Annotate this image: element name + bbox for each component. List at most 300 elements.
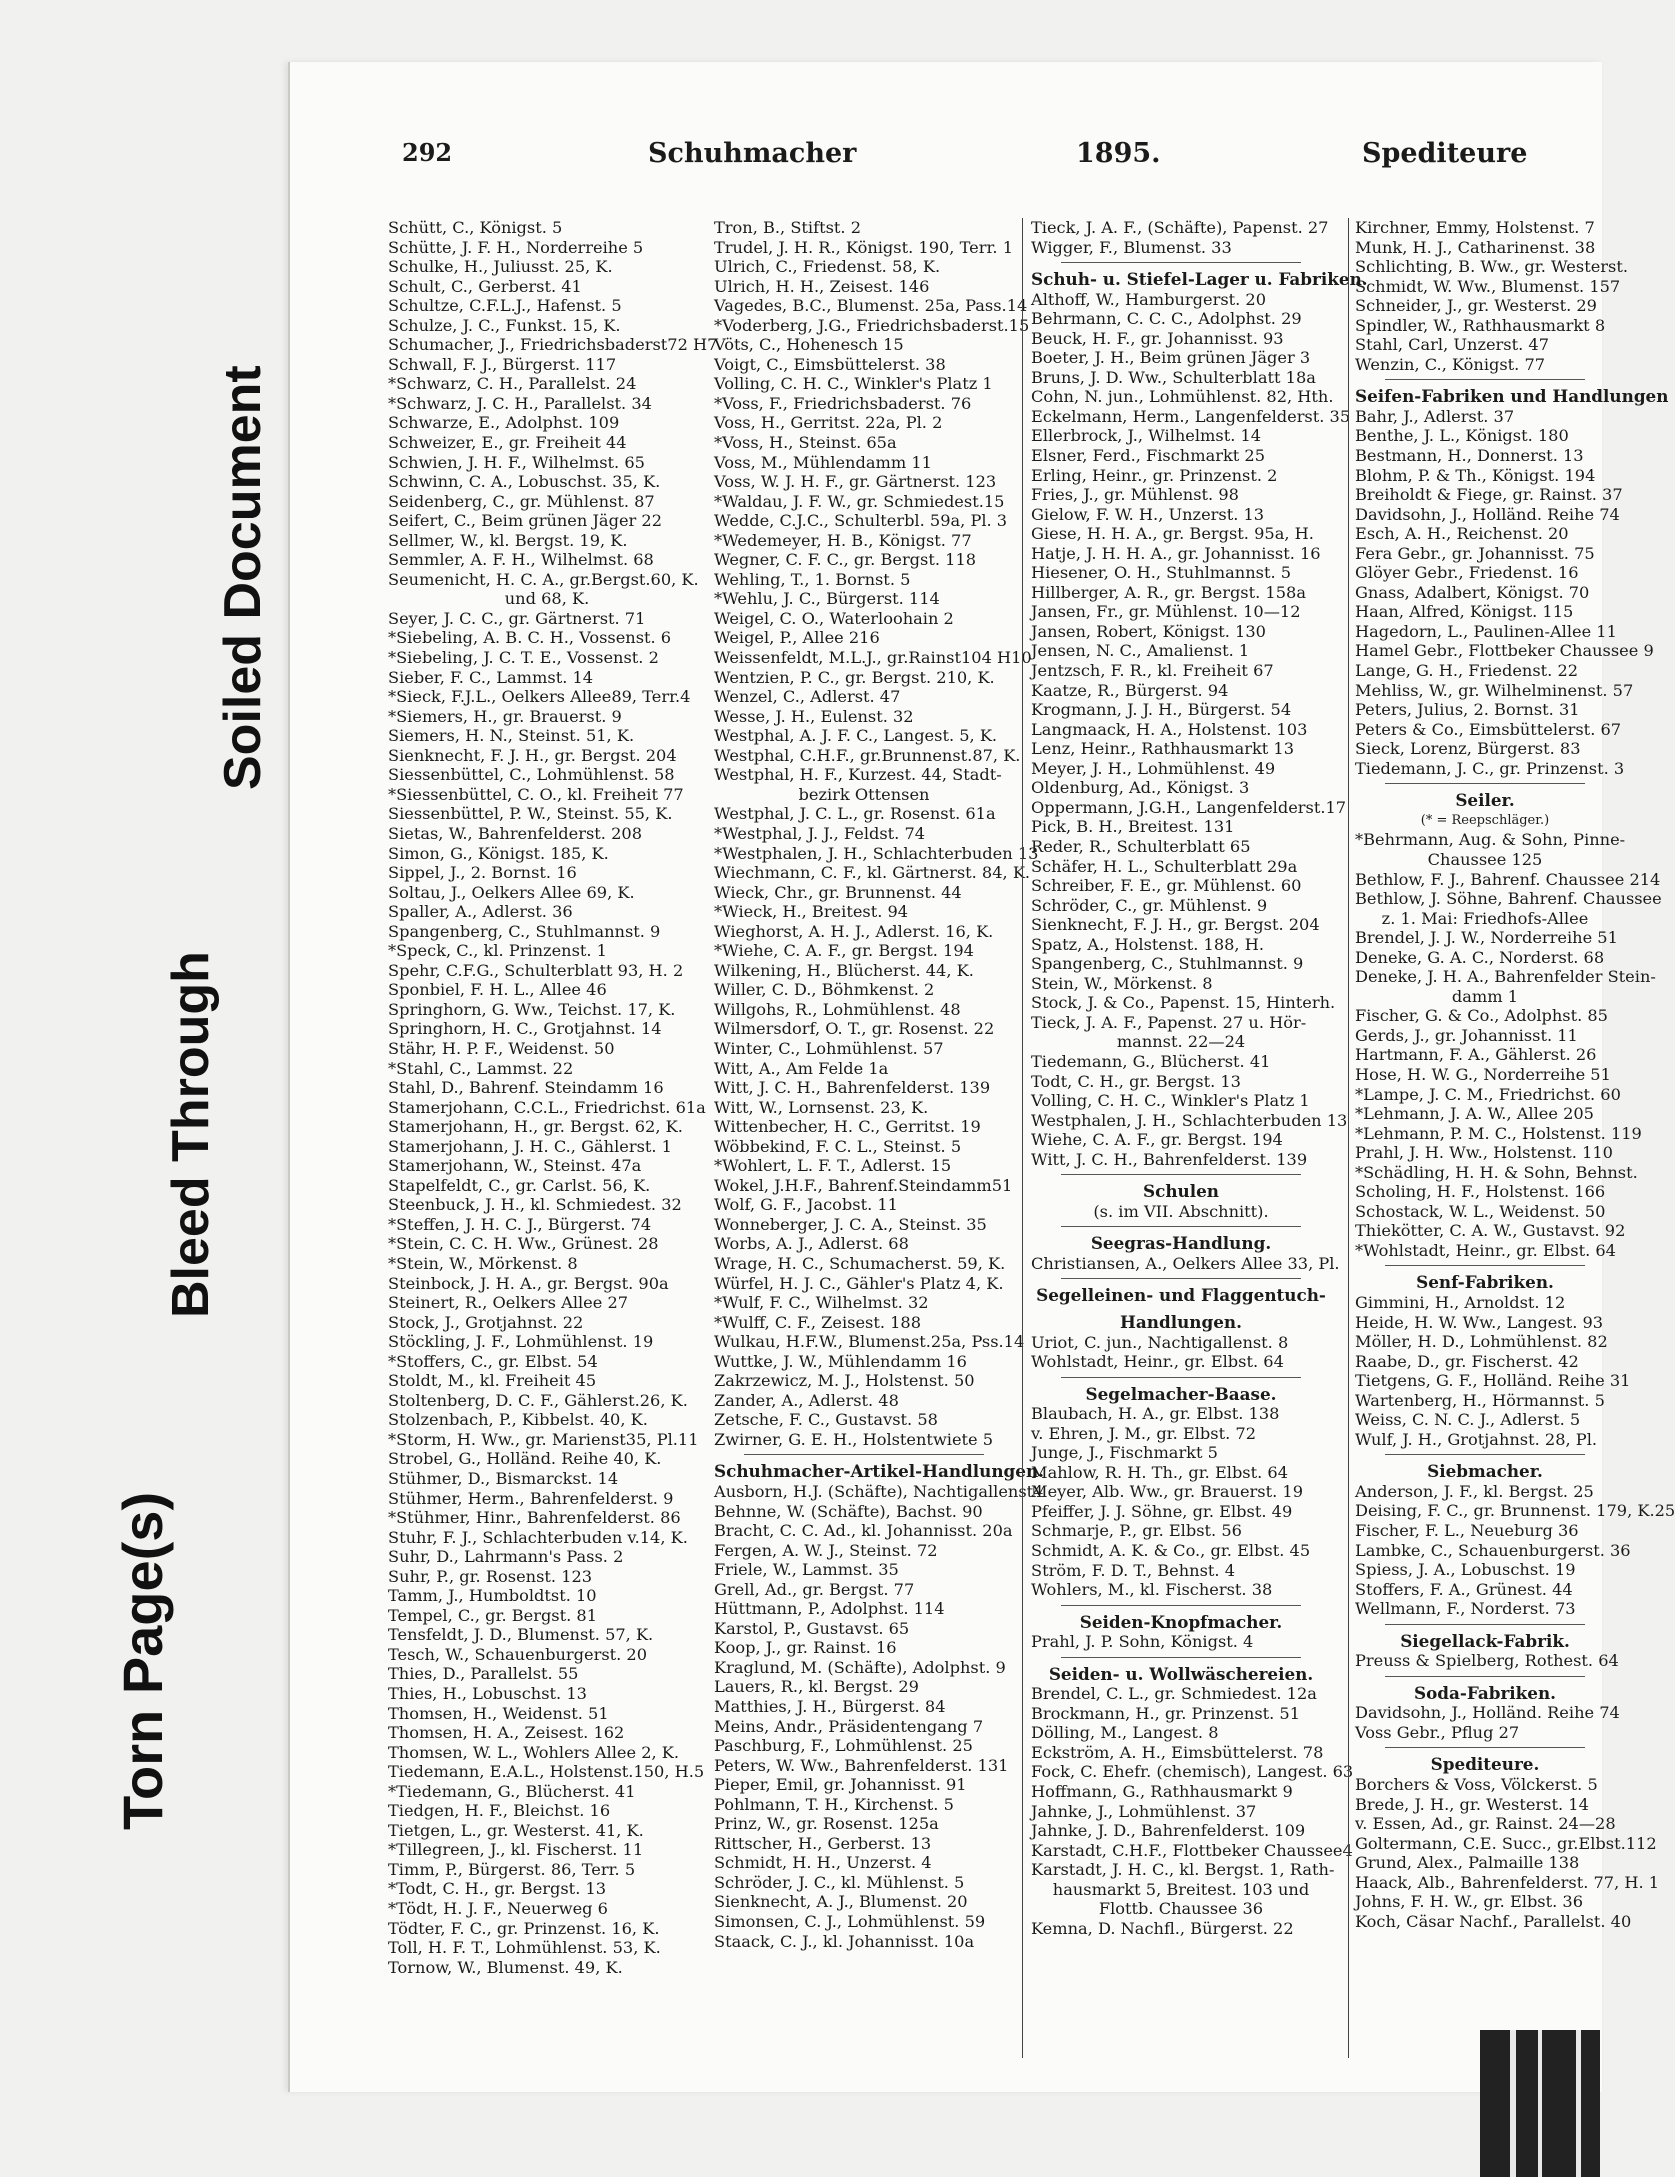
directory-entry: Scholing, H. F., Holstenst. 166 — [1355, 1182, 1606, 1202]
section-heading: Seifen-Fabriken und Handlungen — [1355, 386, 1669, 407]
right-running-title: Spediteure — [1362, 138, 1528, 169]
directory-entry: *Schwarz, C. H., Parallelst. 24 — [388, 374, 637, 394]
directory-entry: Heide, H. W. Ww., Langest. 93 — [1355, 1312, 1604, 1332]
directory-entry: Willer, C. D., Böhmkenst. 2 — [714, 980, 935, 1000]
directory-entry: Tesch, W., Schauenburgerst. 20 — [388, 1644, 648, 1664]
directory-entry: Sieck, Lorenz, Bürgerst. 83 — [1355, 739, 1581, 759]
directory-entry: Voigt, C., Eimsbüttelerst. 38 — [714, 354, 946, 374]
directory-entry: Wilmersdorf, O. T., gr. Rosenst. 22 — [714, 1019, 995, 1039]
directory-entry: Stühmer, D., Bismarckst. 14 — [388, 1469, 619, 1488]
directory-entry: Wentzien, P. C., gr. Bergst. 210, K. — [714, 667, 995, 687]
directory-entry: Haan, Alfred, Königst. 115 — [1355, 602, 1574, 622]
directory-entry: Steenbuck, J. H., kl. Schmiedest. 32 — [388, 1195, 682, 1215]
directory-entry: Bruns, J. D. Ww., Schulterblatt 18a — [1031, 367, 1316, 387]
directory-entry: *Voss, H., Steinst. 65a — [714, 433, 897, 453]
directory-entry: Worbs, A. J., Adlerst. 68 — [714, 1234, 909, 1254]
directory-entry: Wuttke, J. W., Mühlendamm 16 — [714, 1351, 967, 1371]
directory-entry: Meyer, J. H., Lohmühlenst. 49 — [1031, 758, 1276, 778]
section-heading: Segelleinen- und Flaggentuch- — [1036, 1285, 1326, 1306]
directory-entry: Grund, Alex., Palmaille 138 — [1355, 1853, 1580, 1873]
directory-entry: Davidsohn, J., Holländ. Reihe 74 — [1355, 1703, 1620, 1723]
directory-entry: Westphalen, J. H., Schlachterbuden 13 — [1031, 1110, 1348, 1130]
directory-entry: Spehr, C.F.G., Schulterblatt 93, H. 2 — [388, 960, 684, 980]
directory-entry: Stamerjohann, H., gr. Bergst. 62, K. — [388, 1117, 683, 1137]
directory-entry: Gerds, J., gr. Johannisst. 11 — [1355, 1025, 1578, 1045]
section-divider — [1385, 1265, 1585, 1266]
directory-entry: Uriot, C. jun., Nachtigallenst. 8 — [1031, 1332, 1289, 1352]
directory-entry: Siemers, H. N., Steinst. 51, K. — [388, 726, 635, 746]
directory-entry: Ulrich, C., Friedenst. 58, K. — [714, 257, 941, 277]
section-heading: Seiler. — [1455, 790, 1515, 811]
directory-entry: Stoffers, F. A., Grünest. 44 — [1355, 1579, 1573, 1599]
directory-entry: Wieck, Chr., gr. Brunnenst. 44 — [714, 882, 962, 902]
section-heading: Schulen — [1143, 1181, 1219, 1202]
directory-entry: Raabe, D., gr. Fischerst. 42 — [1355, 1351, 1579, 1371]
directory-entry: Tamm, J., Humboldtst. 10 — [388, 1586, 597, 1606]
directory-entry: Schumacher, J., Friedrichsbaderst72 H7 — [388, 335, 718, 355]
directory-entry: *Todt, C. H., gr. Bergst. 13 — [388, 1879, 607, 1899]
section-note: (* = Reepschläger.) — [1420, 812, 1550, 828]
directory-entry: Wegner, C. F. C., gr. Bergst. 118 — [714, 550, 977, 570]
directory-entry: Schlichting, B. Ww., gr. Westerst. — [1355, 257, 1628, 277]
directory-entry: Fock, C. Ehefr. (chemisch), Langest. 63 — [1031, 1762, 1354, 1782]
directory-entry: Witt, W., Lornsenst. 23, K. — [714, 1097, 929, 1117]
directory-entry: Jahnke, J. D., Bahrenfelderst. 109 — [1031, 1821, 1306, 1841]
directory-entry: Dölling, M., Langest. 8 — [1031, 1723, 1219, 1743]
directory-entry: Wohlers, M., kl. Fischerst. 38 — [1031, 1580, 1273, 1600]
directory-entry: Stöckling, J. F., Lohmühlenst. 19 — [388, 1332, 654, 1352]
directory-entry: *Lehmann, J. A. W., Allee 205 — [1355, 1104, 1594, 1124]
directory-entry: Stamerjohann, J. H. C., Gählerst. 1 — [388, 1136, 672, 1156]
directory-entry: *Stein, W., Mörkenst. 8 — [388, 1253, 578, 1273]
directory-entry: Bethlow, F. J., Bahrenf. Chaussee 214 — [1355, 869, 1661, 889]
directory-entry: Gnass, Adalbert, Königst. 70 — [1355, 582, 1590, 602]
left-running-title: Schuhmacher — [648, 138, 857, 169]
directory-entry: Steinert, R., Oelkers Allee 27 — [388, 1293, 629, 1313]
directory-entry: Schwarze, E., Adolphst. 109 — [388, 413, 620, 433]
section-divider — [1385, 1624, 1585, 1625]
directory-entry: *Wehlu, J. C., Bürgerst. 114 — [714, 589, 940, 609]
directory-entry: Jansen, Robert, Königst. 130 — [1031, 621, 1266, 641]
directory-entry: Thomsen, H., Weidenst. 51 — [388, 1703, 609, 1723]
directory-entry: Witt, J. C. H., Bahrenfelderst. 139 — [714, 1078, 991, 1098]
directory-entry: Tiedemann, J. C., gr. Prinzenst. 3 — [1355, 758, 1625, 778]
directory-entry: Seumenicht, H. C. A., gr.Bergst.60, K. — [388, 569, 699, 589]
directory-entry: Zetsche, F. C., Gustavst. 58 — [714, 1410, 938, 1430]
directory-entry: Kaatze, R., Bürgerst. 94 — [1031, 680, 1229, 700]
directory-entry: Thies, H., Lobuschst. 13 — [388, 1684, 587, 1704]
directory-entry: Sippel, J., 2. Bornst. 16 — [388, 863, 577, 883]
directory-entry: Tiedgen, H. F., Bleichst. 16 — [388, 1801, 611, 1821]
directory-entry: Wigger, F., Blumenst. 33 — [1031, 237, 1232, 257]
directory-entry: Esch, A. H., Reichenst. 20 — [1355, 524, 1569, 544]
directory-entry: v. Ehren, J. M., gr. Elbst. 72 — [1031, 1423, 1256, 1443]
directory-entry: Koop, J., gr. Rainst. 16 — [714, 1638, 897, 1658]
directory-entry: bezirk Ottensen — [798, 784, 930, 804]
directory-entry: Wittenbecher, H. C., Gerritst. 19 — [714, 1117, 981, 1137]
directory-entry: Stoltenberg, D. C. F., Gählerst.26, K. — [388, 1390, 688, 1410]
column-2 — [714, 218, 1044, 2058]
directory-entry: Voss, H., Gerritst. 22a, Pl. 2 — [714, 413, 943, 433]
section-divider — [1385, 1454, 1585, 1455]
directory-entry: Jansen, Fr., gr. Mühlenst. 10—12 — [1031, 602, 1301, 622]
directory-entry: *Wedemeyer, H. B., Königst. 77 — [714, 530, 972, 550]
directory-entry: *Lehmann, P. M. C., Holstenst. 119 — [1355, 1123, 1642, 1143]
directory-entry: Goltermann, C.E. Succ., gr.Elbst.112 — [1355, 1833, 1657, 1853]
section-heading: Senf-Fabriken. — [1416, 1272, 1554, 1293]
directory-entry: Thiekötter, C. A. W., Gustavst. 92 — [1355, 1221, 1626, 1241]
directory-entry: Voss, M., Mühlendamm 11 — [714, 452, 932, 472]
directory-entry: Schult, C., Gerberst. 41 — [388, 276, 582, 296]
directory-entry: Schulze, J. C., Funkst. 15, K. — [388, 315, 621, 335]
directory-entry: *Stahl, C., Lammst. 22 — [388, 1058, 574, 1078]
directory-entry: Fera Gebr., gr. Johannisst. 75 — [1355, 543, 1595, 563]
directory-entry: Wellmann, F., Norderst. 73 — [1355, 1599, 1576, 1619]
directory-entry: Munk, H. J., Catharinenst. 38 — [1355, 237, 1596, 257]
directory-entry: Schreiber, F. E., gr. Mühlenst. 60 — [1031, 876, 1302, 896]
directory-entry: Grell, Ad., gr. Bergst. 77 — [714, 1579, 915, 1599]
directory-entry: Brockmann, H., gr. Prinzenst. 51 — [1031, 1703, 1301, 1723]
directory-entry: Wieghorst, A. H. J., Adlerst. 16, K. — [714, 921, 994, 941]
directory-entry: Cohn, N. jun., Lohmühlenst. 82, Hth. — [1031, 387, 1334, 407]
directory-entry: Prinz, W., gr. Rosenst. 125a — [714, 1814, 939, 1834]
directory-entry: Tempel, C., gr. Bergst. 81 — [388, 1605, 598, 1625]
directory-entry: Westphal, H. F., Kurzest. 44, Stadt- — [714, 765, 1002, 785]
directory-entry: Mehliss, W., gr. Wilhelminenst. 57 — [1355, 680, 1634, 700]
directory-entry: Lange, G. H., Friedenst. 22 — [1355, 661, 1579, 681]
directory-entry: Haack, Alb., Bahrenfelderst. 77, H. 1 — [1355, 1872, 1660, 1892]
directory-entry: Schwall, F. J., Bürgerst. 117 — [388, 354, 617, 374]
year: 1895. — [1076, 138, 1161, 169]
directory-entry: z. 1. Mai: Friedhofs-Allee — [1381, 908, 1589, 928]
directory-entry: *Schwarz, J. C. H., Parallelst. 34 — [388, 393, 652, 413]
directory-entry: Christiansen, A., Oelkers Allee 33, Pl. — [1031, 1253, 1340, 1273]
directory-entry: Pick, B. H., Breitest. 131 — [1031, 817, 1235, 837]
directory-entry: Würfel, H. J. C., Gähler's Platz 4, K. — [714, 1273, 1004, 1293]
section-divider — [1061, 1226, 1301, 1227]
directory-entry: Stamerjohann, C.C.L., Friedrichst. 61a — [388, 1097, 706, 1117]
directory-entry: Stock, J., Grotjahnst. 22 — [388, 1312, 584, 1332]
directory-entry: Karstadt, J. H. C., kl. Bergst. 1, Rath- — [1031, 1860, 1335, 1880]
directory-entry: Meins, Andr., Präsidentengang 7 — [714, 1716, 984, 1736]
section-heading: Siegellack-Fabrik. — [1400, 1630, 1570, 1651]
directory-entry: Tietgens, G. F., Holländ. Reihe 31 — [1355, 1371, 1631, 1391]
directory-entry: *Waldau, J. F. W., gr. Schmiedest.15 — [714, 491, 1005, 511]
section-divider — [1061, 1657, 1301, 1658]
directory-entry: Kraglund, M. (Schäfte), Adolphst. 9 — [714, 1657, 1006, 1677]
directory-entry: Boeter, J. H., Beim grünen Jäger 3 — [1031, 348, 1311, 368]
directory-entry: Schütte, J. F. H., Norderreihe 5 — [388, 237, 644, 257]
directory-entry: Spangenberg, C., Stuhlmannst. 9 — [1031, 954, 1304, 974]
directory-entry: Ausborn, H.J. (Schäfte), Nachtigallenst4 — [714, 1482, 1044, 1501]
directory-entry: Sietas, W., Bahrenfelderst. 208 — [388, 823, 642, 843]
section-heading: Seegras-Handlung. — [1090, 1233, 1272, 1254]
stamp-torn-pages: Torn Page(s) — [111, 1491, 174, 1830]
directory-entry: Anderson, J. F., kl. Bergst. 25 — [1355, 1481, 1594, 1501]
directory-entry: mannst. 22—24 — [1116, 1032, 1246, 1052]
directory-entry: Suhr, P., gr. Rosenst. 123 — [388, 1566, 593, 1586]
directory-entry: Jensen, N. C., Amalienst. 1 — [1031, 641, 1250, 661]
section-heading: Handlungen. — [1120, 1311, 1242, 1332]
directory-entry: Hillberger, A. R., gr. Bergst. 158a — [1031, 582, 1306, 602]
directory-entry: Westphal, J. C. L., gr. Rosenst. 61a — [714, 804, 996, 824]
directory-entry: Seifert, C., Beim grünen Jäger 22 — [388, 511, 663, 531]
directory-entry: Kemna, D. Nachfl., Bürgerst. 22 — [1031, 1918, 1294, 1938]
directory-entry: Brendel, J. J. W., Norderreihe 51 — [1355, 928, 1618, 948]
directory-entry: *Stühmer, Hinr., Bahrenfelderst. 86 — [388, 1508, 681, 1528]
directory-entry: Gielow, F. W. H., Unzerst. 13 — [1031, 504, 1265, 524]
directory-entry: Stapelfeldt, C., gr. Carlst. 56, K. — [388, 1175, 651, 1195]
column-3 — [1022, 218, 1368, 2058]
page-number: 292 — [402, 138, 453, 167]
directory-entry: Schröder, J. C., kl. Mühlenst. 5 — [714, 1872, 965, 1892]
directory-entry: Junge, J., Fischmarkt 5 — [1031, 1443, 1218, 1463]
directory-entry: Schmidt, H. H., Unzerst. 4 — [714, 1853, 932, 1873]
directory-entry: Chaussee 125 — [1427, 849, 1543, 869]
directory-entry: Vagedes, B.C., Blumenst. 25a, Pass.14 — [714, 296, 1028, 316]
directory-entry: Wolf, G. F., Jacobst. 11 — [714, 1195, 898, 1215]
directory-entry: *Wulff, C. F., Zeisest. 188 — [714, 1312, 922, 1332]
directory-entry: Jahnke, J., Lohmühlenst. 37 — [1031, 1801, 1257, 1821]
directory-entry: Fergen, A. W. J., Steinst. 72 — [714, 1540, 938, 1560]
directory-entry: Sienknecht, F. J. H., gr. Bergst. 204 — [388, 745, 677, 765]
directory-entry: Eckelmann, Herm., Langenfelderst. 35 — [1031, 406, 1351, 426]
directory-entry: und 68, K. — [504, 589, 590, 609]
section-heading: Soda-Fabriken. — [1413, 1682, 1557, 1703]
directory-entry: Brede, J. H., gr. Westerst. 14 — [1355, 1794, 1589, 1814]
directory-entry: Hartmann, F. A., Gählerst. 26 — [1355, 1045, 1597, 1065]
directory-entry: Reder, R., Schulterblatt 65 — [1031, 836, 1251, 856]
directory-entry: Sponbiel, F. H. L., Allee 46 — [388, 980, 607, 1000]
stamp-bleed-through: Bleed Through — [162, 951, 220, 1318]
directory-entry: Pohlmann, T. H., Kirchenst. 5 — [714, 1794, 954, 1814]
directory-entry: Elsner, Ferd., Fischmarkt 25 — [1031, 446, 1266, 466]
page-header — [402, 132, 1602, 182]
directory-entry: Paschburg, F., Lohmühlenst. 25 — [714, 1736, 973, 1756]
directory-entry: Wenzel, C., Adlerst. 47 — [714, 687, 901, 707]
directory-entry: Siessenbüttel, P. W., Steinst. 55, K. — [388, 804, 673, 824]
directory-entry: Spiess, J. A., Lobuschst. 19 — [1355, 1560, 1576, 1580]
directory-entry: Wedde, C.J.C., Schulterbl. 59a, Pl. 3 — [714, 511, 1008, 531]
directory-entry: Stuhr, F. J., Schlachterbuden v.14, K. — [388, 1527, 688, 1547]
directory-entry: Lambke, C., Schauenburgerst. 36 — [1355, 1540, 1631, 1560]
directory-entry: Springhorn, H. C., Grotjahnst. 14 — [388, 1019, 662, 1039]
directory-entry: Deising, F. C., gr. Brunnenst. 179, K.25 — [1355, 1501, 1675, 1521]
directory-entry: Simon, G., Königst. 185, K. — [388, 843, 609, 863]
section-divider — [1385, 1676, 1585, 1677]
section-divider — [1061, 1174, 1301, 1175]
directory-entry: *Wohlert, L. F. T., Adlerst. 15 — [714, 1156, 952, 1176]
directory-entry: Weigel, C. O., Waterloohain 2 — [714, 608, 954, 628]
directory-entry: Seyer, J. C. C., gr. Gärtnerst. 71 — [388, 608, 646, 628]
column-1 — [388, 218, 718, 2058]
directory-entry: *Lampe, J. C. M., Friedrichst. 60 — [1355, 1084, 1621, 1104]
directory-entry: *Speck, C., kl. Prinzenst. 1 — [388, 941, 607, 961]
directory-entry: Vöts, C., Hohenesch 15 — [714, 335, 904, 355]
directory-entry: *Siemers, H., gr. Brauerst. 9 — [388, 706, 622, 726]
section-divider — [1385, 783, 1585, 784]
section-divider — [1061, 1278, 1301, 1279]
section-heading: Schuh- u. Stiefel-Lager u. Fabriken. — [1031, 269, 1368, 290]
directory-entry: Wulf, J. H., Grotjahnst. 28, Pl. — [1355, 1429, 1598, 1449]
directory-entry: Krogmann, J. J. H., Bürgerst. 54 — [1031, 700, 1292, 720]
directory-entry: Breiholdt & Fiege, gr. Rainst. 37 — [1355, 485, 1623, 505]
directory-entry: *Voderberg, J.G., Friedrichsbaderst.15 — [714, 315, 1030, 335]
directory-entry: Hose, H. W. G., Norderreihe 51 — [1355, 1064, 1611, 1084]
directory-entry: Sellmer, W., kl. Bergst. 19, K. — [388, 530, 628, 550]
directory-entry: Stähr, H. P. F., Weidenst. 50 — [388, 1038, 615, 1058]
directory-entry: Thomsen, H. A., Zeisest. 162 — [388, 1723, 625, 1743]
directory-entry: *Stoffers, C., gr. Elbst. 54 — [388, 1351, 598, 1371]
directory-entry: Wiechmann, C. F., kl. Gärtnerst. 84, K. — [714, 863, 1031, 883]
directory-entry: Bahr, J., Adlerst. 37 — [1355, 406, 1515, 426]
directory-entry: Spatz, A., Holstenst. 188, H. — [1031, 934, 1264, 954]
directory-entry: Bestmann, H., Donnerst. 13 — [1355, 446, 1584, 466]
directory-entry: Willgohs, R., Lohmühlenst. 48 — [714, 999, 961, 1019]
directory-entry: Tron, B., Stiftst. 2 — [714, 218, 861, 237]
directory-entry: Wohlstadt, Heinr., gr. Elbst. 64 — [1031, 1352, 1284, 1372]
directory-entry: Peters & Co., Eimsbüttelerst. 67 — [1355, 719, 1622, 739]
directory-entry: Zwirner, G. E. H., Holstentwiete 5 — [714, 1429, 994, 1449]
directory-entry: Stahl, Carl, Unzerst. 47 — [1355, 335, 1549, 355]
directory-entry: Tiedemann, G., Blücherst. 41 — [1031, 1051, 1271, 1071]
directory-entry: Weissenfeldt, M.L.J., gr.Rainst104 H10 — [714, 648, 1032, 668]
directory-entry: Winter, C., Lohmühlenst. 57 — [714, 1038, 944, 1058]
directory-entry: v. Essen, Ad., gr. Rainst. 24—28 — [1355, 1814, 1616, 1834]
directory-entry: Gimmini, H., Arnoldst. 12 — [1355, 1292, 1566, 1312]
directory-entry: Glöyer Gebr., Friedenst. 16 — [1355, 563, 1579, 583]
directory-entry: Erling, Heinr., gr. Prinzenst. 2 — [1031, 465, 1278, 485]
directory-entry: *Siebeling, A. B. C. H., Vossenst. 6 — [388, 628, 672, 648]
directory-entry: *Westphalen, J. H., Schlachterbuden 13 — [714, 843, 1039, 863]
directory-entry: Wiehe, C. A. F., gr. Bergst. 194 — [1031, 1130, 1283, 1150]
directory-entry: Rittscher, H., Gerberst. 13 — [714, 1833, 932, 1853]
directory-entry: Soltau, J., Oelkers Allee 69, K. — [388, 882, 635, 902]
directory-entry: Wehling, T., 1. Bornst. 5 — [714, 569, 911, 589]
directory-entry: Blohm, P. & Th., Königst. 194 — [1355, 465, 1596, 485]
directory-entry: Oldenburg, Ad., Königst. 3 — [1031, 778, 1250, 798]
section-heading: Seiden- u. Wollwäschereien. — [1048, 1663, 1314, 1684]
directory-entry: Stolzenbach, P., Kibbelst. 40, K. — [388, 1410, 648, 1430]
directory-entry: Tödter, F. C., gr. Prinzenst. 16, K. — [388, 1918, 660, 1938]
directory-entry: Sienknecht, A. J., Blumenst. 20 — [714, 1892, 968, 1912]
directory-entry: Wartenberg, H., Hörmannst. 5 — [1355, 1390, 1605, 1410]
directory-entry: Volling, C. H. C., Winkler's Platz 1 — [1031, 1091, 1310, 1111]
directory-entry: Tieck, J. A. F., Papenst. 27 u. Hör- — [1031, 1012, 1307, 1032]
section-heading: Siebmacher. — [1427, 1461, 1543, 1482]
directory-entry: Behnne, W. (Schäfte), Bachst. 90 — [714, 1501, 983, 1521]
directory-entry: Jentzsch, F. R., kl. Freiheit 67 — [1031, 661, 1274, 681]
directory-entry: *Wieck, H., Breitest. 94 — [714, 902, 909, 922]
directory-entry: *Behrmann, Aug. & Sohn, Pinne- — [1355, 830, 1626, 850]
directory-entry: Deneke, G. A. C., Norderst. 68 — [1355, 947, 1605, 967]
directory-entry: Thomsen, W. L., Wohlers Allee 2, K. — [388, 1742, 680, 1762]
directory-entry: Westphal, A. J. F. C., Langest. 5, K. — [714, 726, 998, 746]
directory-entry: Stühmer, Herm., Bahrenfelderst. 9 — [388, 1488, 674, 1508]
directory-entry: Todt, C. H., gr. Bergst. 13 — [1031, 1071, 1241, 1091]
directory-entry: Suhr, D., Lahrmann's Pass. 2 — [388, 1547, 624, 1567]
directory-entry: Schwinn, C. A., Lobuschst. 35, K. — [388, 472, 661, 492]
directory-entry: Staack, C. J., kl. Johannisst. 10a — [714, 1931, 975, 1951]
directory-entry: Siessenbüttel, C., Lohmühlenst. 58 — [388, 765, 675, 785]
directory-entry: Koch, Cäsar Nachf., Parallelst. 40 — [1355, 1911, 1632, 1931]
directory-entry: *Siebeling, J. C. T. E., Vossenst. 2 — [388, 648, 659, 668]
directory-entry: Wulkau, H.F.W., Blumenst.25a, Pss.14 — [714, 1332, 1025, 1352]
directory-entry: Spaller, A., Adlerst. 36 — [388, 902, 573, 922]
directory-entry: Deneke, J. H. A., Bahrenfelder Stein- — [1355, 967, 1656, 987]
directory-entry: Schulke, H., Juliusst. 25, K. — [388, 257, 613, 277]
directory-entry: Tieck, J. A. F., (Schäfte), Papenst. 27 — [1031, 218, 1329, 237]
directory-page — [288, 62, 1675, 2092]
directory-entry: Schostack, W. L., Weidenst. 50 — [1355, 1201, 1606, 1221]
directory-entry: Simonsen, C. J., Lohmühlenst. 59 — [714, 1912, 986, 1932]
directory-entry: *Schädling, H. H. & Sohn, Behnst. — [1355, 1162, 1638, 1182]
section-divider — [1061, 1605, 1301, 1606]
directory-entry: Schultze, C.F.L.J., Hafenst. 5 — [388, 296, 622, 316]
directory-entry: Thies, D., Parallelst. 55 — [388, 1664, 579, 1684]
directory-entry: Blaubach, H. A., gr. Elbst. 138 — [1031, 1404, 1280, 1424]
directory-entry: Hamel Gebr., Flottbeker Chaussee 9 — [1355, 641, 1654, 661]
directory-entry: Hüttmann, P., Adolphst. 114 — [714, 1599, 945, 1619]
directory-entry: Hiesener, O. H., Stuhlmannst. 5 — [1031, 563, 1292, 583]
directory-entry: Voss, W. J. H. F., gr. Gärtnerst. 123 — [714, 472, 997, 492]
directory-entry: Fischer, G. & Co., Adolphst. 85 — [1355, 1006, 1608, 1026]
directory-entry: Wesse, J. H., Eulenst. 32 — [714, 706, 914, 726]
directory-entry: Voss Gebr., Pflug 27 — [1355, 1722, 1520, 1742]
directory-entry: Sienknecht, F. J. H., gr. Bergst. 204 — [1031, 915, 1320, 935]
section-divider — [1385, 379, 1585, 380]
directory-entry: Kirchner, Emmy, Holstenst. 7 — [1355, 218, 1595, 237]
directory-entry: *Wohlstadt, Heinr., gr. Elbst. 64 — [1355, 1240, 1616, 1260]
section-heading: Seiden-Knopfmacher. — [1079, 1611, 1283, 1632]
archive-stamp — [111, 230, 272, 1840]
directory-entry: Flottb. Chaussee 36 — [1098, 1899, 1264, 1919]
directory-entry: Wokel, J.H.F., Bahrenf.Steindamm51 — [714, 1175, 1013, 1195]
directory-entry: Hatje, J. H. H. A., gr. Johannisst. 16 — [1031, 543, 1321, 563]
directory-entry: Steinbock, J. H. A., gr. Bergst. 90a — [388, 1273, 669, 1293]
directory-entry: Schäfer, H. L., Schulterblatt 29a — [1031, 856, 1298, 876]
directory-entry: Schmidt, A. K. & Co., gr. Elbst. 45 — [1031, 1541, 1311, 1560]
directory-entry: Stamerjohann, W., Steinst. 47a — [388, 1156, 642, 1176]
directory-entry: Wilkening, H., Blücherst. 44, K. — [714, 960, 974, 980]
directory-entry: Westphal, C.H.F., gr.Brunnenst.87, K. — [714, 745, 1021, 765]
directory-entry: *Stein, C. C. H. Ww., Grünest. 28 — [388, 1234, 659, 1254]
directory-entry: Johns, F. H. W., gr. Elbst. 36 — [1355, 1892, 1584, 1912]
directory-entry: *Sieck, F.J.L., Oelkers Allee89, Terr.4 — [388, 687, 691, 707]
directory-entry: *Steffen, J. H. C. J., Bürgerst. 74 — [388, 1214, 652, 1234]
directory-entry: Prahl, J. P. Sohn, Königst. 4 — [1031, 1632, 1254, 1652]
directory-entry: *Siessenbüttel, C. O., kl. Freiheit 77 — [388, 784, 684, 804]
directory-entry: Peters, Julius, 2. Bornst. 31 — [1355, 700, 1580, 720]
directory-entry: Preuss & Spielberg, Rothest. 64 — [1355, 1651, 1619, 1671]
directory-entry: Schmarje, P., gr. Elbst. 56 — [1031, 1521, 1242, 1541]
directory-entry: Stock, J. & Co., Papenst. 15, Hinterh. — [1031, 993, 1336, 1013]
directory-entry: Stein, W., Mörkenst. 8 — [1031, 973, 1213, 993]
directory-entry: Beuck, H. F., gr. Johannisst. 93 — [1031, 328, 1284, 348]
directory-entry: Volling, C. H. C., Winkler's Platz 1 — [714, 374, 993, 394]
directory-entry: Schwien, J. H. F., Wilhelmst. 65 — [388, 452, 645, 472]
directory-entry: Oppermann, J.G.H., Langenfelderst.17 — [1031, 797, 1347, 817]
directory-entry: Ström, F. D. T., Behnst. 4 — [1031, 1560, 1235, 1580]
directory-entry: Tornow, W., Blumenst. 49, K. — [388, 1957, 623, 1977]
section-heading: Segelmacher-Baase. — [1085, 1383, 1277, 1404]
directory-entry: Zander, A., Adlerst. 48 — [714, 1390, 899, 1410]
directory-entry: *Wiehe, C. A. F., gr. Bergst. 194 — [714, 941, 974, 961]
directory-entry: Schweizer, E., gr. Freiheit 44 — [388, 433, 627, 453]
directory-entry: Stahl, D., Bahrenf. Steindamm 16 — [388, 1078, 664, 1098]
directory-entry: Behrmann, C. C. C., Adolphst. 29 — [1031, 309, 1302, 329]
directory-entry: *Tödt, H. J. F., Neuerweg 6 — [388, 1899, 608, 1919]
